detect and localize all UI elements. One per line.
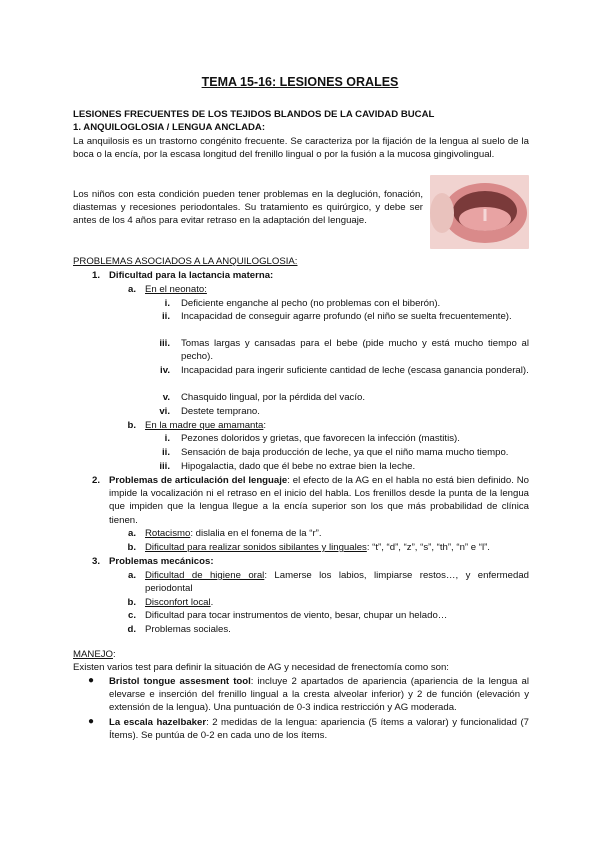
p1b-item-1-num: i. (164, 433, 170, 444)
p3a-title: Dificultad de higiene oral (145, 570, 265, 581)
p3b-line (145, 596, 213, 609)
p3d-text: Problemas sociales. (145, 624, 231, 635)
manejo-intro: Existen varios test para definir la situación de AG y necesidad de frenectomía como son: (73, 662, 449, 673)
p1a-item-2: Incapacidad de conseguir agarre profundo (el niño se suelta frecuentemente). (181, 311, 512, 322)
p2a-text: : dislalia en el fonema de la “r”. (190, 528, 322, 539)
p2a-title: Rotacismo (145, 528, 191, 539)
p1b-item-3: Hipogalactia, dado que él bebe no extrae bien la leche. (181, 461, 416, 472)
p3c-text: Dificultad para tocar instrumentos de viento, besar, chupar un helado… (145, 610, 448, 621)
p1a-item-2-num: ii. (162, 311, 170, 322)
p1a-item-3-num: iii. (159, 338, 170, 349)
p1a-label: a. (127, 284, 136, 295)
problem-2-paragraph (109, 474, 529, 527)
p3a-text: : Lamerse los labios, limpiarse restos…, y enfermedad periodontal (145, 570, 529, 595)
problem-1-title: Dificultad para la lactancia materna: (109, 270, 274, 281)
page-title: TEMA 15-16: LESIONES ORALES (201, 75, 399, 89)
p1b-title-suffix: : (263, 420, 267, 431)
p3c-label: c. (127, 610, 136, 621)
bullet-1-icon: ● (88, 675, 95, 686)
p1b-title-line (145, 419, 266, 432)
bullet-2 (109, 716, 529, 742)
problem-2-text: : el efecto de la AG en el habla no está bien definido. No impide la vocalización ni el retraso en el inicio del habla. Los frenillos desde la punta de la lengua que impiden que la lengua llegue a la encía superior son los que más probabilidad de clínica tienen. (109, 475, 529, 526)
p1a-item-4-num: iv. (160, 365, 170, 376)
problem-2-title: Problemas de articulación del lenguaje (109, 475, 288, 486)
p1a-item-1-num: i. (164, 298, 170, 309)
p2a-line (145, 527, 322, 540)
section-heading: LESIONES FRECUENTES DE LOS TEJIDOS BLANDOS DE LA CAVIDAD BUCAL (73, 109, 435, 120)
p1a-item-4: Incapacidad para ingerir suficiente cantidad de leche (escasa ganancia ponderal). (181, 365, 529, 376)
p1a-item-5-num: v. (162, 392, 170, 403)
bullet-1-text: : incluye 2 apartados de apariencia (apariencia de la lengua al elevarse e inserción del frenillo lingual a la cresta alveolar inferior) y 2 de función (elevación y extensión de la lengua). Una puntuación de 0-3 indica restricción y AG moderada. (109, 676, 529, 714)
problem-3-title: Problemas mecánicos: (109, 556, 214, 567)
bullet-1 (109, 675, 529, 715)
tongue-tie-photo (430, 175, 529, 249)
p2a-label: a. (127, 528, 136, 539)
p1a-item-3: Tomas largas y cansadas para el bebe (pide mucho y está mucho tiempo al pecho). (181, 338, 529, 363)
second-paragraph: Los niños con esta condición pueden tener problemas en la deglución, fonación, diastemas y recesiones periodontales. Su tratamiento es quirúrgico, y debe ser antes de los 4 años para evitar retraso en la adaptación del lenguaje. (73, 189, 423, 227)
p1a-item-6-num: vi. (159, 406, 170, 417)
p2b-line (145, 541, 490, 554)
p1a-item-1: Deficiente enganche al pecho (no problemas con el biberón). (181, 298, 441, 309)
bullet-2-text: : 2 medidas de la lengua: apariencia (5 ítems a valorar) y funcionalidad (7 Ítems). Se puntúa de 0-2 en cada uno de los ítems. (109, 717, 529, 742)
p1b-title: En la madre que amamanta (145, 420, 264, 431)
mouth-image-icon (430, 175, 529, 249)
p2b-text: : “t”, “d”, “z”, “s”, “th”, “n” e “l”. (366, 542, 490, 553)
intro-paragraph: La anquilosis es un trastorno congénito frecuente. Se caracteriza por la fijación de la lengua al suelo de la boca o la encía, por la escasa longitud del frenillo lingual o por la fusión a la mucosa gingivolingual. (73, 136, 529, 161)
manejo-heading-line (73, 648, 116, 661)
manejo-heading: MANEJO (73, 649, 113, 660)
p3a-label: a. (127, 570, 136, 581)
p3b-title: Disconfort local (145, 597, 211, 608)
subsection-heading: 1. ANQUILOGLOSIA / LENGUA ANCLADA: (73, 122, 266, 133)
problem-2-number: 2. (91, 475, 100, 486)
p3b-suffix: . (210, 597, 214, 608)
p3b-label: b. (127, 597, 136, 608)
p1b-item-2: Sensación de baja producción de leche, ya que el niño mama mucho tiempo. (181, 447, 509, 458)
p1a-item-5: Chasquido lingual, por la pérdida del vacío. (181, 392, 366, 403)
bullet-1-title: Bristol tongue assesment tool (109, 676, 251, 687)
bullet-2-icon: ● (88, 716, 95, 727)
bullet-2-title: La escala hazelbaker (109, 717, 207, 728)
p1a-item-6: Destete temprano. (181, 406, 260, 417)
problems-heading: PROBLEMAS ASOCIADOS A LA ANQUILOGLOSIA: (73, 256, 298, 267)
problem-3-number: 3. (91, 556, 100, 567)
p2b-title: Dificultad para realizar sonidos sibilantes y linguales (145, 542, 367, 553)
p1b-item-2-num: ii. (162, 447, 170, 458)
p2b-label: b. (127, 542, 136, 553)
manejo-suffix: : (112, 649, 116, 660)
p3d-label: d. (127, 624, 136, 635)
p3a-line (145, 569, 529, 595)
problem-1-number: 1. (91, 270, 100, 281)
p1b-item-3-num: iii. (159, 461, 170, 472)
p1b-label: b. (127, 420, 136, 431)
p1b-item-1: Pezones doloridos y grietas, que favorecen la infección (mastitis). (181, 433, 460, 444)
p1a-title: En el neonato: (145, 284, 207, 295)
